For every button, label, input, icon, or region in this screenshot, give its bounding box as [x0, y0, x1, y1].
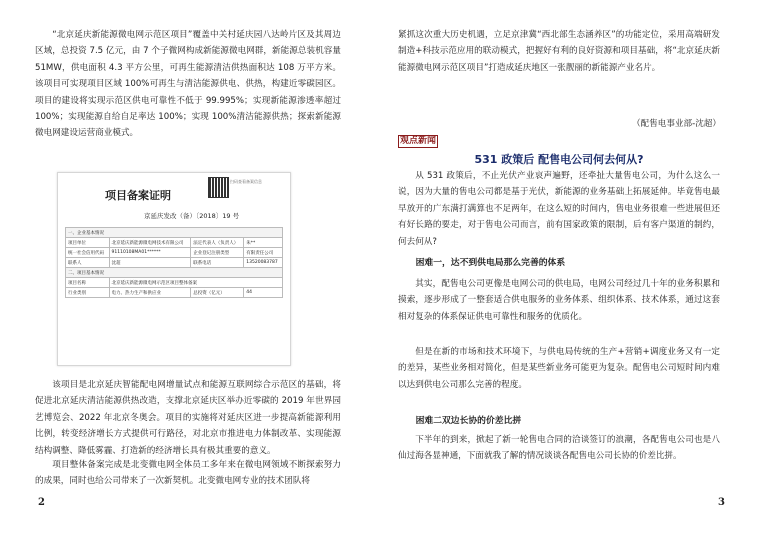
- certificate-title: 项目备案证明: [105, 189, 171, 202]
- page-number: 3: [718, 497, 725, 508]
- right-paragraph-5: 下半年的到来，掀起了新一轮售电合同的洽谈签订的浪潮，各配售电公司也是八仙过海各显神通，下面就我了解的情况谈谈各配售电公司长协的价差比拼。: [398, 435, 720, 462]
- section-label: 二、项目基本情况: [66, 268, 283, 278]
- right-paragraph-2: 从 531 政策后，不止光伏产业哀声遍野，还牵扯大量售电公司，为什么这么一说，因为大量的售电公司都是基于光伏，新能源的业务基础上拓展延伸。毕竟售电最早放开的广东满打满算也不足两年，在这么短的时间内，售电业务很难一些进展但还有好长路的要走，对于售电公司而言，前有国家政策的限制，后有客户渠道的制约，何去何从?: [398, 171, 720, 247]
- left-paragraph-3: 项目整体备案完成是北变微电网全体员工多年来在微电网领域不断探索努力的成果，同时也给公司带来了一次新契机。北变微电网专业的技术团队将: [35, 460, 341, 487]
- page-number: 2: [38, 497, 45, 508]
- right-paragraph-1: 紧抓这次重大历史机遇，立足京津冀“西北部生态涵养区”的功能定位，采用高端研发制造+科技示范应用的联动模式，把握好有利的良好资源和项目基础，将“北京延庆新能源微电网示范区项目”打造成延庆地区一张靓丽的新能源产业名片。: [398, 30, 720, 73]
- table-row: 项目名称 北京延庆新能源微电网示范区项目整体备案: [66, 278, 283, 288]
- right-paragraph-3: 其实，配售电公司更像是电网公司的供电局，电网公司经过几十年的业务积累和摸索，逐步形成了一整套适合供电服务的业务体系、组织体系、技术体系，通过这套相对复杂的体系保证供电可靠性和服务的优质化。: [398, 279, 720, 322]
- certificate-number: 京延庆发改（备）〔2018〕19 号: [144, 212, 240, 220]
- table-row: 统一社会信用代码 91110108MA01****** 企业登记注册类型 有限责任公司: [66, 248, 283, 258]
- left-paragraph-2: 该项目是北京延庆智能配电网增量试点和能源互联网综合示范区的基础，将促进北京延庆清洁能源供热改造，支撑北京延庆区举办近零碳的 2019 年世界园艺博览会、2022 年北京冬奥会。项目的实施将对延庆区进一步提高新能源利用比例，转变经济增长方式提供可行路径，对北京市推进电力体制改革、实现能源结构调整、降低雾霾、打造新的经济增长具有极其重要的意义。: [35, 380, 341, 456]
- left-paragraph-1: “北京延庆新能源微电网示范区项目”覆盖中关村延庆园八达岭片区及其周边区域，总投资 7.5 亿元，由 7 个子微网构成新能源微电网群，新能源总装机容量 51MW，供电面积 4.3 平方公里，可再生能源清洁供热面积达 108 万平方米。该项目可实现项目区域 100%可再生与清洁能源供电、供热，构建近零碳园区。项目的建设将实现示范区供电可靠性不低于 99.995%；实现新能源渗透率超过 100%；实现能源自给自足率达 100%；实现 100%清洁能源供热；探索新能源微电网建设运营商业模式。: [35, 30, 341, 139]
- author-signature: （配售电事业部-沈超）: [631, 119, 721, 129]
- subheading-2: 困难二双边长协的价差比拼: [415, 416, 522, 426]
- table-row: 联系人 沈超 联系电话 13520083787: [66, 258, 283, 268]
- table-row: 项目单位 北京延庆新能源微电网技术有限公司 法定代表人（负责人） 朱**: [66, 238, 283, 248]
- right-paragraph-4: 但是在新的市场和技术环境下，与供电局传统的生产+营销+调度业务又有一定的差异，某些业务相对简化，但是某些新业务可能更为复杂。配售电公司短时间内难以达到供电公司那么完善的程度。: [398, 347, 720, 390]
- table-row: 行业类别 电力、热力生产和供应业 总投资（亿元） 44: [66, 288, 283, 298]
- article-title: 531 政策后 配售电公司何去何从?: [474, 153, 644, 166]
- qr-caption: 扫码查看备案信息: [230, 179, 262, 184]
- subheading-1: 困难一，达不到供电局那么完善的体系: [415, 258, 566, 268]
- news-tag: 观点新闻: [400, 136, 437, 146]
- section-label: 一、企业基本情况: [66, 228, 283, 238]
